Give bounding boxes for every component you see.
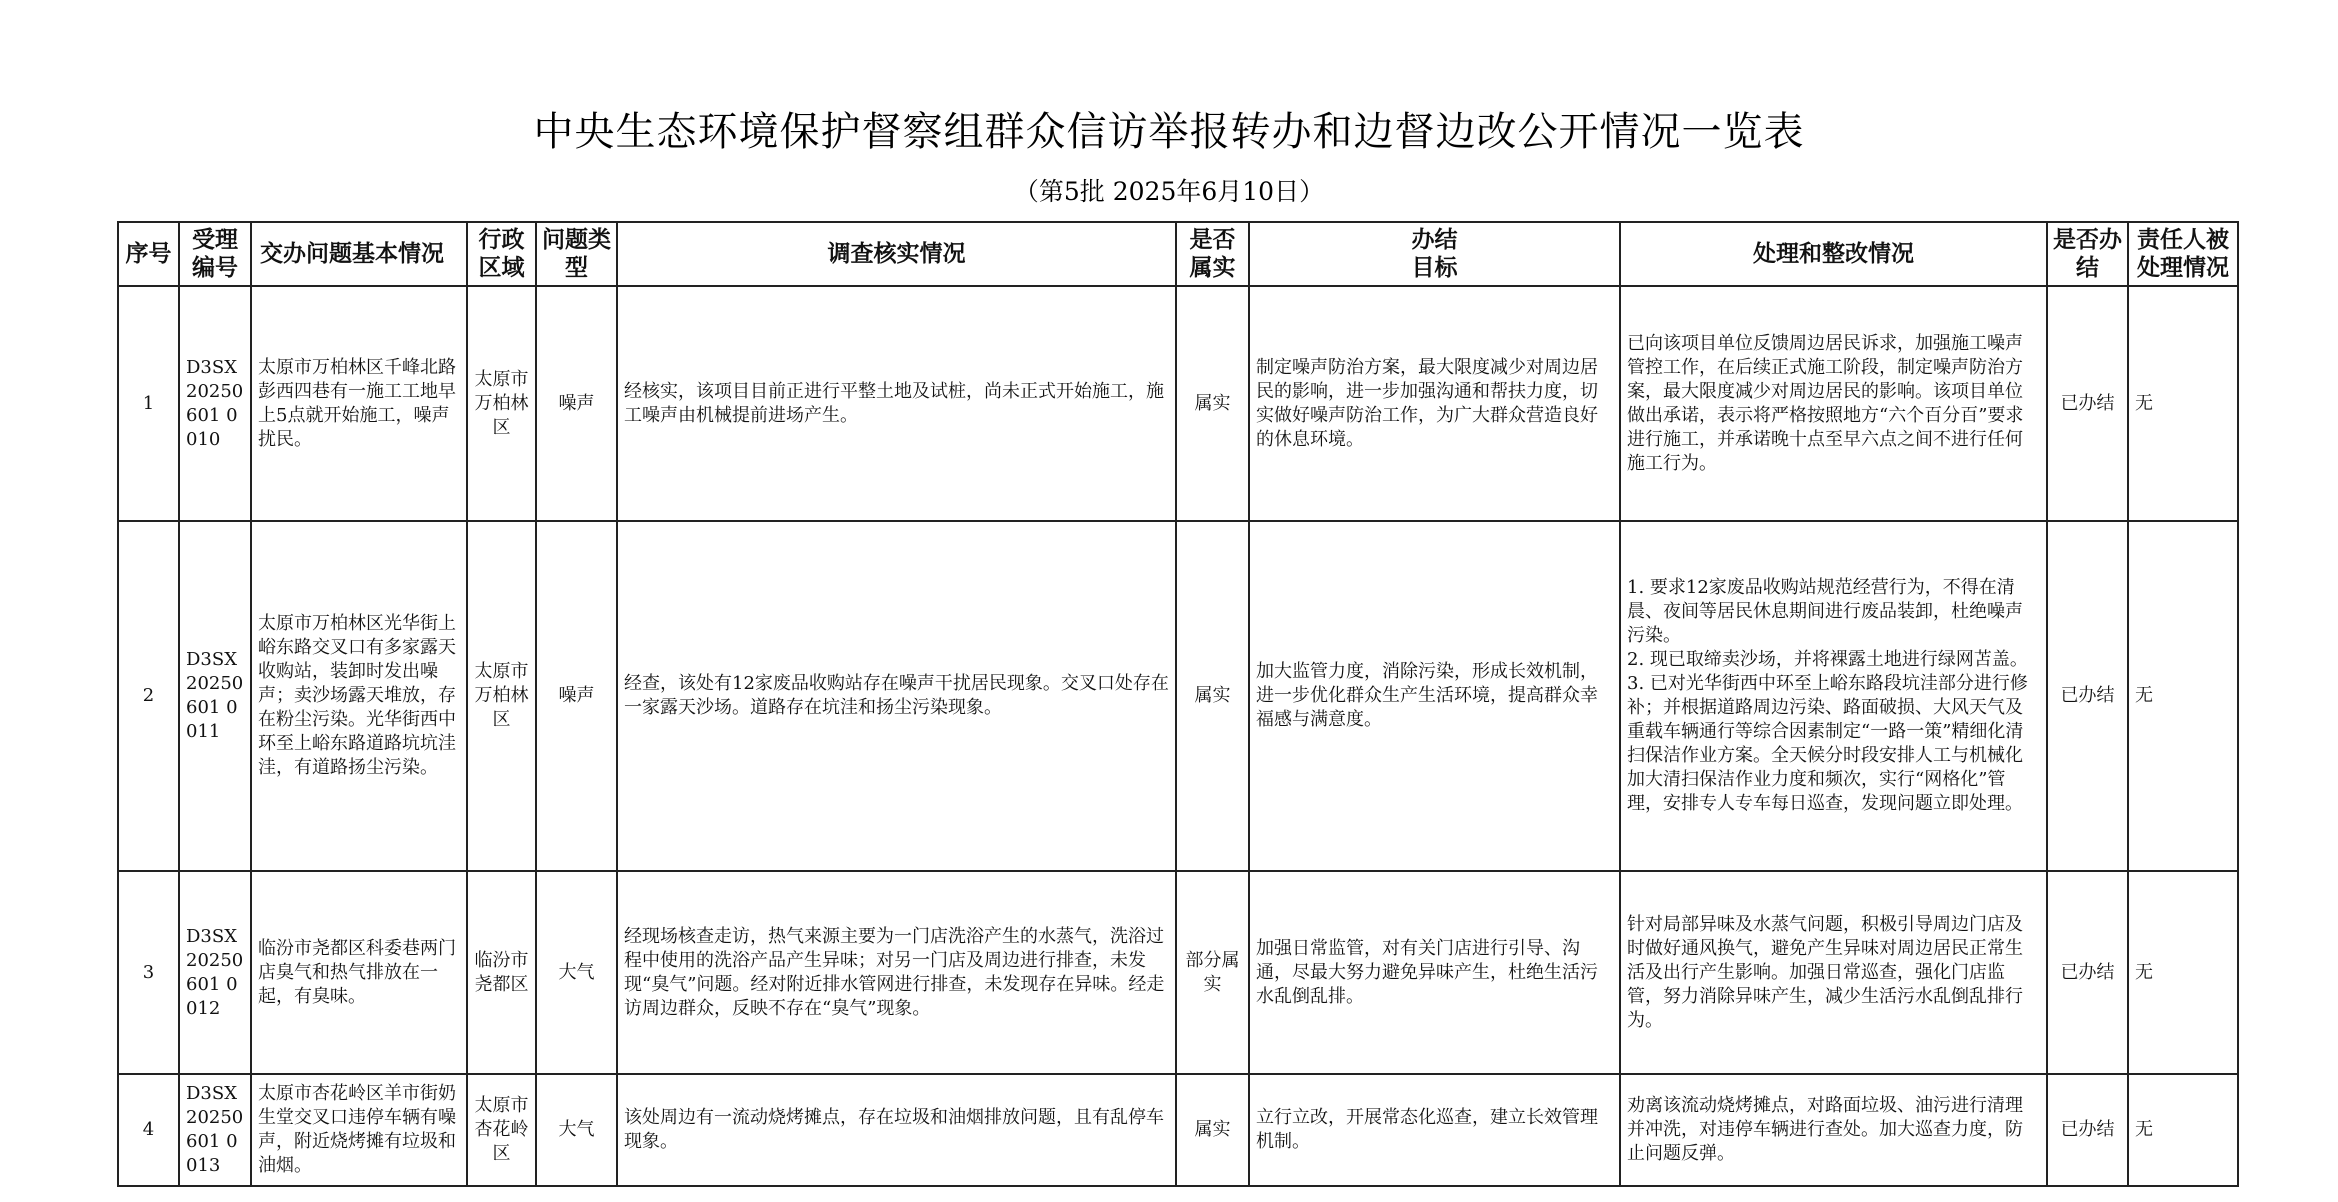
cell-seq: 4 [118,1074,179,1186]
header-goal: 办结 目标 [1249,222,1620,286]
cell-investigation: 该处周边有一流动烧烤摊点，存在垃圾和油烟排放问题，且有乱停车现象。 [617,1074,1176,1186]
cell-verified: 属实 [1176,286,1249,521]
header-basic: 交办问题基本情况 [251,222,467,286]
header-seq: 序号 [118,222,179,286]
cell-closed: 已办结 [2047,1074,2128,1186]
cell-accountability: 无 [2128,286,2238,521]
cell-code: D3SX20250601 0010 [179,286,251,521]
cell-region: 临汾市尧都区 [467,871,536,1074]
table-row [118,286,2238,521]
cell-type: 噪声 [536,286,617,521]
cell-goal: 加大监管力度，消除污染，形成长效机制，进一步优化群众生产生活环境，提高群众幸福感与满意度。 [1249,521,1620,871]
cell-goal: 制定噪声防治方案，最大限度减少对周边居民的影响，进一步加强沟通和帮扶力度，切实做好噪声防治工作，为广大群众营造良好的休息环境。 [1249,286,1620,521]
cell-accountability: 无 [2128,1074,2238,1186]
cell-verified: 属实 [1176,521,1249,871]
cell-accountability: 无 [2128,521,2238,871]
cell-goal: 加强日常监管，对有关门店进行引导、沟通，尽最大努力避免异味产生，杜绝生活污水乱倒乱排。 [1249,871,1620,1074]
cell-type: 噪声 [536,521,617,871]
cell-verified: 属实 [1176,1074,1249,1186]
report-table [117,221,2239,1187]
header-verified: 是否属实 [1176,222,1249,286]
cell-type: 大气 [536,1074,617,1186]
cell-code: D3SX20250601 0013 [179,1074,251,1186]
cell-goal: 立行立改，开展常态化巡查，建立长效管理机制。 [1249,1074,1620,1186]
cell-basic: 太原市杏花岭区羊市街奶生堂交叉口违停车辆有噪声，附近烧烤摊有垃圾和油烟。 [251,1074,467,1186]
cell-handling: 已向该项目单位反馈周边居民诉求，加强施工噪声管控工作，在后续正式施工阶段，制定噪声防治方案，最大限度减少对周边居民的影响。该项目单位做出承诺，表示将严格按照地方“六个百分百”要求进行施工，并承诺晚十点至早六点之间不进行任何施工行为。 [1620,286,2047,521]
cell-seq: 3 [118,871,179,1074]
cell-basic: 太原市万柏林区光华街上峪东路交叉口有多家露天收购站，装卸时发出噪声；卖沙场露天堆放，存在粉尘污染。光华街西中环至上峪东路道路坑坑洼洼，有道路扬尘污染。 [251,521,467,871]
table-header-row [118,222,2238,286]
cell-region: 太原市万柏林区 [467,286,536,521]
table-row [118,871,2238,1074]
header-handling: 处理和整改情况 [1620,222,2047,286]
header-closed: 是否办结 [2047,222,2128,286]
cell-region: 太原市万柏林区 [467,521,536,871]
document-title: 中央生态环境保护督察组群众信访举报转办和边督边改公开情况一览表 [533,109,1805,155]
document-subtitle: （第5批 2025年6月10日） [1013,177,1325,206]
table-row [118,521,2238,871]
header-region: 行政区域 [467,222,536,286]
cell-seq: 1 [118,286,179,521]
cell-accountability: 无 [2128,871,2238,1074]
cell-code: D3SX20250601 0011 [179,521,251,871]
header-type: 问题类型 [536,222,617,286]
cell-region: 太原市杏花岭区 [467,1074,536,1186]
cell-handling: 1. 要求12家废品收购站规范经营行为，不得在清晨、夜间等居民休息期间进行废品装卸，杜绝噪声污染。 2. 现已取缔卖沙场，并将裸露土地进行绿网苫盖。 3. 已对光华街西中环至上峪东路段坑洼部分进行修补；并根据道路周边污染、路面破损、大风天气及重载车辆通行等综合因素制定“一路一策”精细化清扫保洁作业方案。全天候分时段安排人工与机械化加大清扫保洁作业力度和频次，实行“网格化”管理，安排专人专车每日巡查，发现问题立即处理。 [1620,521,2047,871]
cell-investigation: 经核实，该项目目前正进行平整土地及试桩，尚未正式开始施工，施工噪声由机械提前进场产生。 [617,286,1176,521]
cell-verified: 部分属实 [1176,871,1249,1074]
cell-closed: 已办结 [2047,521,2128,871]
header-code: 受理编号 [179,222,251,286]
cell-code: D3SX20250601 0012 [179,871,251,1074]
cell-handling: 劝离该流动烧烤摊点，对路面垃圾、油污进行清理并冲洗，对违停车辆进行查处。加大巡查力度，防止问题反弹。 [1620,1074,2047,1186]
table-row [118,1074,2238,1186]
cell-closed: 已办结 [2047,286,2128,521]
cell-seq: 2 [118,521,179,871]
cell-basic: 太原市万柏林区千峰北路彭西四巷有一施工工地早上5点就开始施工，噪声扰民。 [251,286,467,521]
cell-basic: 临汾市尧都区科委巷两门店臭气和热气排放在一起，有臭味。 [251,871,467,1074]
header-investigation: 调查核实情况 [617,222,1176,286]
header-accountability: 责任人被处理情况 [2128,222,2238,286]
cell-investigation: 经现场核查走访，热气来源主要为一门店洗浴产生的水蒸气，洗浴过程中使用的洗浴产品产生异味；对另一门店及周边进行排查，未发现“臭气”问题。经对附近排水管网进行排查，未发现存在异味。经走访周边群众，反映不存在“臭气”现象。 [617,871,1176,1074]
cell-investigation: 经查，该处有12家废品收购站存在噪声干扰居民现象。交叉口处存在一家露天沙场。道路存在坑洼和扬尘污染现象。 [617,521,1176,871]
cell-type: 大气 [536,871,617,1074]
cell-handling: 针对局部异味及水蒸气问题，积极引导周边门店及时做好通风换气，避免产生异味对周边居民正常生活及出行产生影响。加强日常巡查，强化门店监管，努力消除异味产生，减少生活污水乱倒乱排行为。 [1620,871,2047,1074]
cell-closed: 已办结 [2047,871,2128,1074]
